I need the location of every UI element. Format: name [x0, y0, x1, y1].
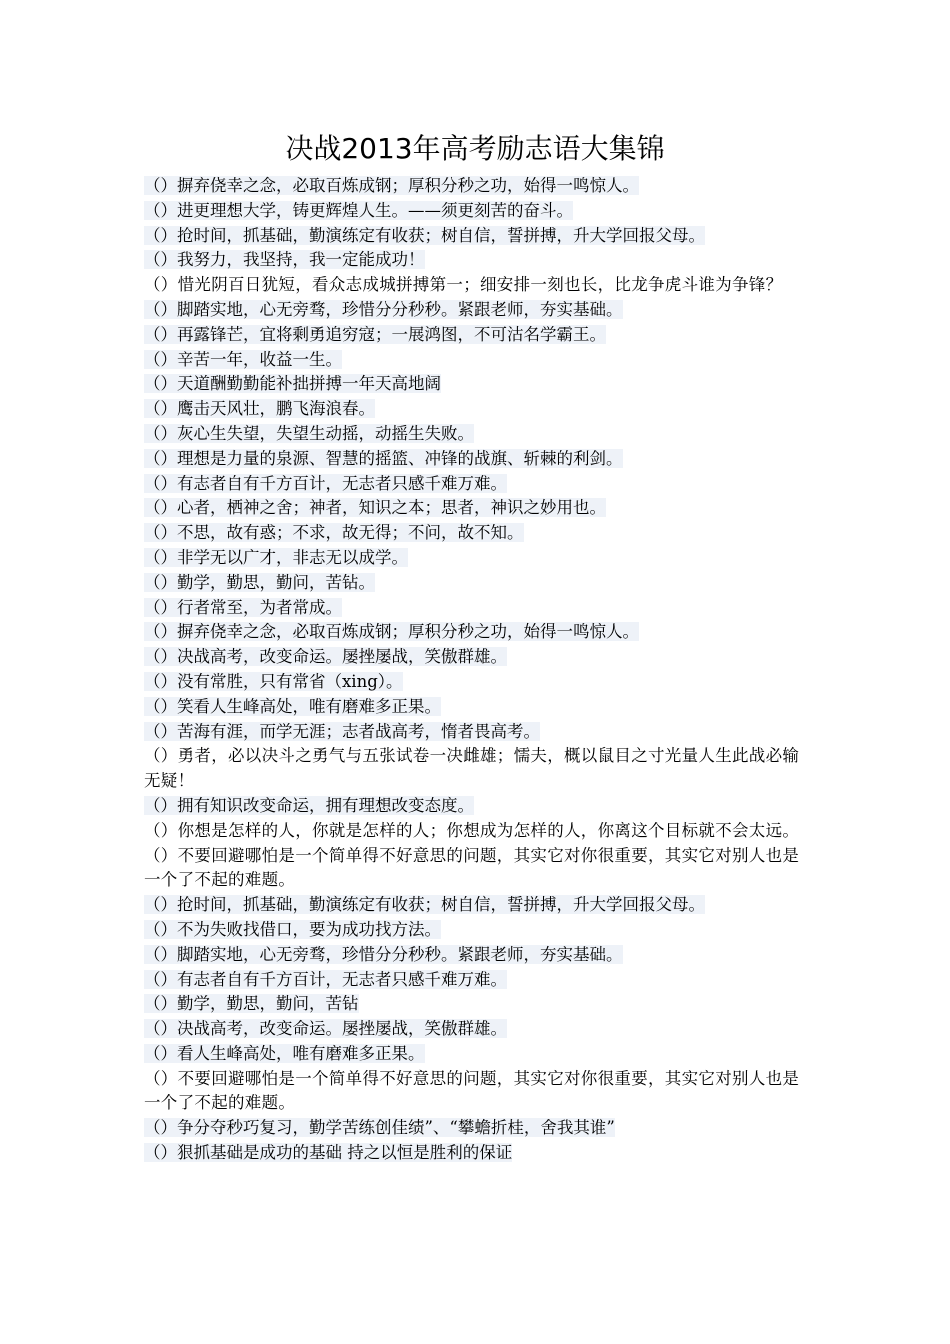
slogan-line: （）鹰击天风壮，鹏飞海浪春。: [144, 399, 375, 419]
slogan-line: （）苦海有涯，而学无涯；志者战高考，惰者畏高考。: [144, 721, 540, 741]
slogan-line: （）不思，故有惑；不求，故无得；不问，故不知。: [144, 523, 524, 543]
slogan-line: （）拥有知识改变命运，拥有理想改变态度。: [144, 795, 474, 815]
slogan-line: （）脚踏实地，心无旁骛，珍惜分分秒秒。紧跟老师，夯实基础。: [144, 299, 623, 319]
slogan-line: （）非学无以广才，非志无以成学。: [144, 547, 408, 567]
slogan-line: （）勤学，勤思，勤问，苦钻: [144, 994, 359, 1014]
slogan-line: （）再露锋芒，宜将剩勇追穷寇；一展鸿图，不可沽名学霸王。: [144, 324, 606, 344]
slogan-line: （）脚踏实地，心无旁骛，珍惜分分秒秒。紧跟老师，夯实基础。: [144, 944, 623, 964]
slogan-line: （）决战高考，改变命运。屡挫屡战，笑傲群雄。: [144, 1019, 507, 1039]
slogan-line: （）灰心生失望，失望生动摇，动摇生失败。: [144, 423, 474, 443]
slogan-line: （）抢时间，抓基础，勤演练定有收获；树自信，誓拼搏，升大学回报父母。: [144, 225, 705, 245]
slogan-line: （）笑看人生峰高处，唯有磨难多正果。: [144, 696, 441, 716]
slogan-line: （）没有常胜，只有常省（xing）。: [144, 671, 403, 691]
slogan-line: （）狠抓基础是成功的基础 持之以恒是胜利的保证: [144, 1143, 513, 1163]
slogan-line: （）惜光阴百日犹短，看众志成城拼搏第一；细安排一刻也长，比龙争虎斗谁为争锋？: [144, 275, 783, 295]
slogan-list: [144, 174, 812, 1166]
slogan-line: （）勇者，必以决斗之勇气与五张试卷一决雌雄；懦夫，概以鼠目之寸光量人生此战必输无疑！: [144, 746, 800, 791]
slogan-line: （）摒弃侥幸之念，必取百炼成钢；厚积分秒之功，始得一鸣惊人。: [144, 176, 639, 195]
slogan-line: （）摒弃侥幸之念，必取百炼成钢；厚积分秒之功，始得一鸣惊人。: [144, 622, 639, 642]
slogan-line: （）辛苦一年，收益一生。: [144, 349, 342, 369]
slogan-line: （）进更理想大学，铸更辉煌人生。——须更刻苦的奋斗。: [144, 200, 573, 220]
slogan-line: （）理想是力量的泉源、智慧的摇篮、冲锋的战旗、斩棘的利剑。: [144, 448, 623, 468]
slogan-line: （）天道酬勤勤能补拙拼搏一年天高地阔: [144, 374, 441, 394]
slogan-line: （）行者常至，为者常成。: [144, 597, 342, 617]
slogan-line: （）勤学，勤思，勤问，苦钻。: [144, 572, 375, 592]
slogan-line: （）我努力，我坚持，我一定能成功！: [144, 250, 425, 270]
slogan-line: （）不要回避哪怕是一个简单得不好意思的问题，其实它对你很重要，其实它对别人也是一个了不起的难题。: [144, 845, 800, 890]
slogan-line: （）心者，栖神之舍；神者，知识之本；思者，神识之妙用也。: [144, 498, 606, 518]
slogan-line: （）有志者自有千方百计，无志者只感千难万难。: [144, 473, 507, 493]
slogan-line: （）看人生峰高处，唯有磨难多正果。: [144, 1043, 425, 1063]
slogan-line: （）抢时间，抓基础，勤演练定有收获；树自信，誓拼搏，升大学回报父母。: [144, 895, 705, 915]
slogan-line: （）你想是怎样的人，你就是怎样的人；你想成为怎样的人，你离这个目标就不会太远。: [144, 820, 800, 840]
slogan-line: （）决战高考，改变命运。屡挫屡战，笑傲群雄。: [144, 647, 507, 667]
slogan-line: （）不为失败找借口，要为成功找方法。: [144, 919, 441, 939]
slogan-line: （）不要回避哪怕是一个简单得不好意思的问题，其实它对你很重要，其实它对别人也是一个了不起的难题。: [144, 1068, 800, 1113]
slogan-line: （）有志者自有千方百计，无志者只感千难万难。: [144, 969, 507, 989]
page-title: 决战2013年高考励志语大集锦: [285, 132, 665, 165]
slogan-line: （）争分夺秒巧复习，勤学苦练创佳绩”、“攀蟾折桂，舍我其谁”: [144, 1118, 615, 1138]
